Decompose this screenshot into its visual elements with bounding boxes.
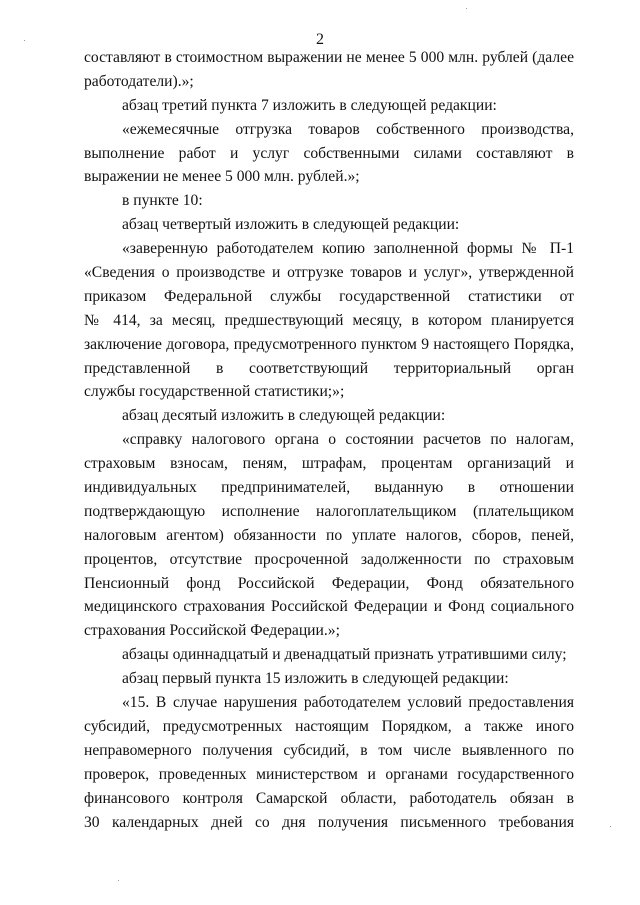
text-line: субсидий, предусмотренных настоящим Порядком, а также иного — [84, 717, 574, 735]
text-line: процентов, отсутствие просроченной задолженности по страховым — [84, 550, 574, 568]
text-line: выполнение работ и услуг собственными силами составляют в — [84, 144, 574, 162]
text-line: проверок, проведенных министерством и органами государственного — [84, 765, 574, 783]
text-line: Пенсионный фонд Российской Федерации, Фонд обязательного — [84, 574, 574, 592]
text-line: подтверждающую исполнение налогоплательщиком (плательщиком — [84, 502, 574, 520]
document-body — [84, 46, 574, 834]
text-line: абзац четвертый изложить в следующей редакции: — [122, 216, 460, 234]
text-line: работодатели).»; — [84, 72, 194, 90]
text-line: медицинского страхования Российской Федерации и Фонд социального — [84, 598, 574, 616]
text-line: налоговым агентом) обязанности по уплате налогов, сборов, пеней, — [84, 526, 574, 544]
scan-speck — [118, 880, 119, 881]
text-line: страховым взносам, пеням, штрафам, процентам организаций и — [84, 455, 574, 473]
text-line: «Сведения о производстве и отгрузке товаров и услуг», утвержденной — [84, 264, 574, 282]
scan-speck — [466, 8, 467, 9]
scan-speck — [610, 826, 611, 827]
text-line: абзац третий пункта 7 изложить в следующей редакции: — [122, 96, 497, 114]
text-line: «справку налогового органа о состоянии расчетов по налогам, — [122, 431, 574, 449]
text-line: неправомерного получения субсидий, в том числе выявленного по — [84, 741, 574, 759]
text-line: заключение договора, предусмотренного пунктом 9 настоящего Порядка, — [84, 335, 574, 353]
scan-speck — [24, 40, 25, 41]
text-line: № 414, за месяц, предшествующий месяцу, в котором планируется — [84, 311, 574, 329]
text-line: «15. В случае нарушения работодателем условий предоставления — [122, 694, 574, 712]
text-line: 30 календарных дней со дня получения письменного требования — [84, 813, 574, 831]
text-line: в пункте 10: — [122, 192, 203, 210]
text-line: составляют в стоимостном выражении не менее 5 000 млн. рублей (далее — [84, 49, 574, 66]
text-line: страхования Российской Федерации.»; — [84, 622, 340, 640]
text-line: службы государственной статистики;»; — [84, 383, 345, 401]
text-line: приказом Федеральной службы государственной статистики от — [84, 287, 574, 305]
text-line: абзац десятый изложить в следующей редакции: — [122, 407, 446, 425]
text-line: финансового контроля Самарской области, работодатель обязан в — [84, 789, 574, 807]
text-line: индивидуальных предпринимателей, выданную в отношении — [84, 479, 574, 497]
text-line: «ежемесячные отгрузка товаров собственного производства, — [122, 120, 574, 138]
text-line: выражении не менее 5 000 млн. рублей.»; — [84, 168, 360, 186]
text-line: «заверенную работодателем копию заполненной формы № П-1 — [122, 240, 574, 258]
page-number: 2 — [316, 31, 324, 48]
text-line: представленной в соответствующий территориальный орган — [84, 359, 574, 377]
text-line: абзац первый пункта 15 изложить в следующей редакции: — [122, 670, 509, 688]
text-line: абзацы одиннадцатый и двенадцатый признать утратившими силу; — [122, 646, 567, 664]
